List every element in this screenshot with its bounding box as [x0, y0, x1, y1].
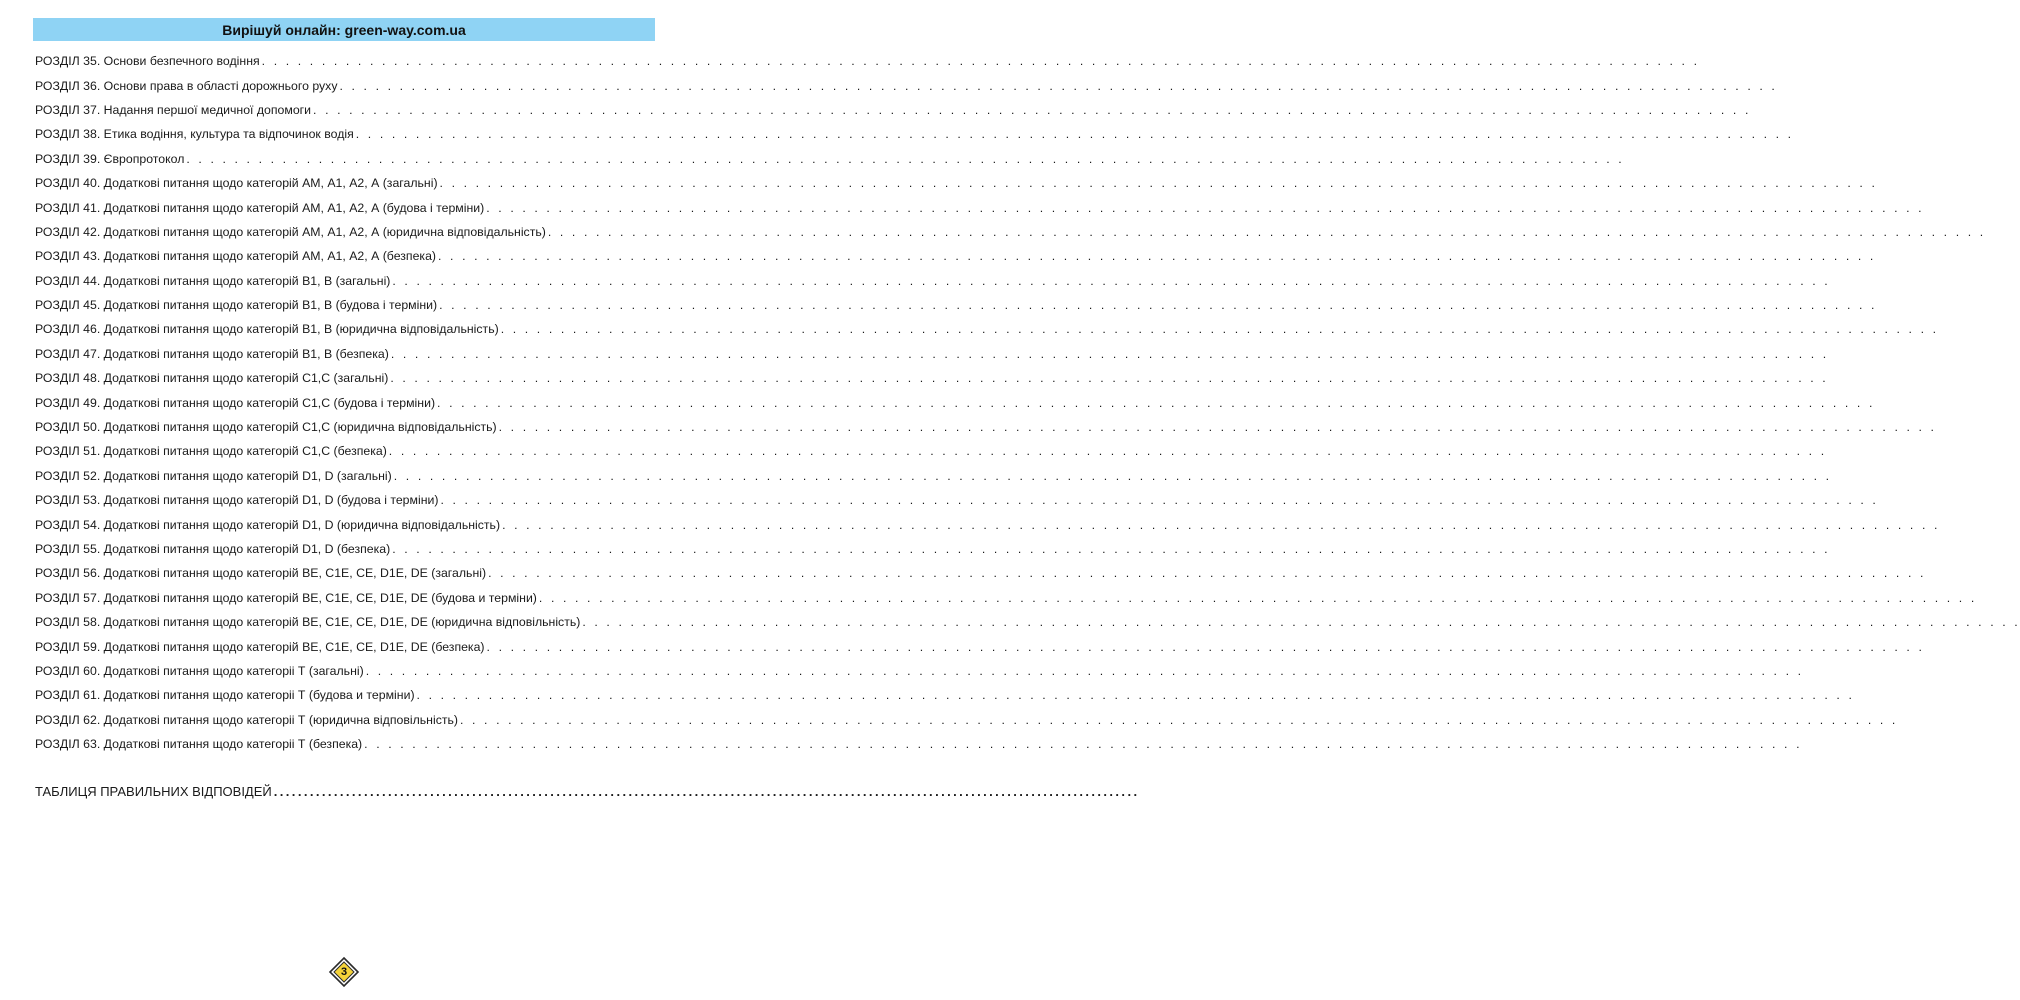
toc-entry-label: РОЗДІЛ 38. Етика водіння, культура та відпочинок водія	[35, 127, 354, 142]
toc-entry	[35, 342, 1829, 366]
page-number-badge	[329, 957, 359, 987]
banner-text: Вирішуй онлайн: green-way.com.ua	[222, 21, 466, 38]
toc-entry-label: РОЗДІЛ 56. Додаткові питання щодо категорій ВЕ, С1Е, СЕ, D1Е, DЕ (загальні)	[35, 566, 487, 581]
toc-dot-leader: . . . . . . . . . . . . . . . . . . . . . . . . . . . . . . . . . . . . . . . . . . . . . . . . . . . . . . . . . . . . . . . . . . . . . . . . . . . . . . . . . . . . . . . . . . . . . . . . . . . . . . . . . . . . . . . . . . . . . . . .	[392, 273, 1831, 288]
toc-entry	[35, 73, 1778, 97]
answers-dot-leader: ................................................................................................................................................	[273, 783, 1140, 799]
toc-entry	[35, 390, 1875, 414]
toc-dot-leader: . . . . . . . . . . . . . . . . . . . . . . . . . . . . . . . . . . . . . . . . . . . . . . . . . . . . . . . . . . . . . . . . . . . . . . . . . . . . . . . . . . . . . . . . . . . . . . . . . . . . . . . . . . . . . . . . . . . . . . . .	[437, 395, 1875, 410]
toc-dot-leader: . . . . . . . . . . . . . . . . . . . . . . . . . . . . . . . . . . . . . . . . . . . . . . . . . . . . . . . . . . . . . . . . . . . . . . . . . . . . . . . . . . . . . . . . . . . . . . . . . . . . . . . . . . . . . . . . . . . . . . . .	[388, 444, 1827, 459]
toc-dot-leader: . . . . . . . . . . . . . . . . . . . . . . . . . . . . . . . . . . . . . . . . . . . . . . . . . . . . . . . . . . . . . . . . . . . . . . . . . . . . . . . . . . . . . . . . . . . . . . . . . . . . . . . . . . . . . . . . . . . . . . . .	[500, 322, 1939, 337]
toc-entry	[35, 439, 1827, 463]
toc-entry-label: РОЗДІЛ 45. Додаткові питання щодо категорій В1, В (будова і терміни)	[35, 298, 438, 313]
toc-entry	[35, 415, 1937, 439]
toc-entry	[35, 49, 1700, 73]
table-of-contents	[35, 49, 2020, 756]
toc-entry-label: РОЗДІЛ 52. Додаткові питання щодо категорій D1, D (загальні)	[35, 468, 392, 483]
toc-entry	[35, 317, 1939, 341]
toc-dot-leader: . . . . . . . . . . . . . . . . . . . . . . . . . . . . . . . . . . . . . . . . . . . . . . . . . . . . . . . . . . . . . . . . . . . . . . . . . . . . . . . . . . . . . . . . . . . . . . . . . . . . . . . . . . . . . . . . . . . . . . . .	[393, 468, 1832, 483]
toc-entry	[35, 561, 1926, 585]
toc-dot-leader: . . . . . . . . . . . . . . . . . . . . . . . . . . . . . . . . . . . . . . . . . . . . . . . . . . . . . . . . . . . . . . . . . . . . . . . . . . . . . . . . . . . . . . . . . . . . . . . . . . . . . . . . . . . . . . . . . . . . . . . .	[502, 517, 1940, 532]
toc-entry-label: РОЗДІЛ 62. Додаткові питання щодо категоріі Т (юридична відповільність)	[35, 712, 458, 727]
toc-entry-label: РОЗДІЛ 39. Європротокол	[35, 151, 185, 166]
toc-dot-leader: . . . . . . . . . . . . . . . . . . . . . . . . . . . . . . . . . . . . . . . . . . . . . . . . . . . . . . . . . . . . . . . . . . . . . . . . . . . . . . . . . . . . . . . . . . . . . . . . . . . . . . . . . . . . . . . . . . . . . . . .	[440, 493, 1879, 508]
toc-entry-label: РОЗДІЛ 50. Додаткові питання щодо категорій С1,С (юридична відповідальність)	[35, 420, 497, 435]
toc-dot-leader: . . . . . . . . . . . . . . . . . . . . . . . . . . . . . . . . . . . . . . . . . . . . . . . . . . . . . . . . . . . . . . . . . . . . . . . . . . . . . . . . . . . . . . . . . . . . . . . . . . . . . . . . . . . . . . . . . . . . . . . .	[486, 639, 1925, 654]
toc-entry-label: РОЗДІЛ 40. Додаткові питання щодо категорій АМ, А1, А2, А (загальні)	[35, 176, 438, 191]
toc-entry	[35, 147, 1625, 171]
toc-entry-label: РОЗДІЛ 47. Додаткові питання щодо категорій В1, В (безпека)	[35, 346, 389, 361]
toc-entry	[35, 708, 1898, 732]
toc-entry-label: РОЗДІЛ 51. Додаткові питання щодо категорій С1,С (безпека)	[35, 444, 387, 459]
toc-entry	[35, 269, 1831, 293]
toc-entry-label: РОЗДІЛ 36. Основи права в області дорожнього руху	[35, 78, 338, 93]
toc-entry-label: РОЗДІЛ 55. Додаткові питання щодо категорій D1, D (безпека)	[35, 542, 391, 556]
toc-dot-leader: . . . . . . . . . . . . . . . . . . . . . . . . . . . . . . . . . . . . . . . . . . . . . . . . . . . . . . . . . . . . . . . . . . . . . . . . . . . . . . . . . . . . . . . . . . . . . . . . . . . . . . . . . . . . . . . . . . . . . . . .	[498, 420, 1937, 435]
toc-entry	[35, 512, 1940, 536]
answers-table-label: ТАБЛИЦЯ ПРАВИЛЬНИХ ВІДПОВІДЕЙ	[35, 783, 272, 799]
toc-entry-label: РОЗДІЛ 35. Основи безпечного водіння	[35, 54, 260, 69]
toc-dot-leader: . . . . . . . . . . . . . . . . . . . . . . . . . . . . . . . . . . . . . . . . . . . . . . . . . . . . . . . . . . . . . . . . . . . . . . . . . . . . . . . . . . . . . . . . . . . . . . . . . . . . . . . . . . . . . . . . . . . . . . . .	[392, 542, 1831, 556]
page-number: 3	[340, 966, 348, 978]
toc-entry-label: РОЗДІЛ 41. Додаткові питання щодо категорій АМ, А1, А2, А (будова і терміни)	[35, 200, 485, 215]
toc-dot-leader: . . . . . . . . . . . . . . . . . . . . . . . . . . . . . . . . . . . . . . . . . . . . . . . . . . . . . . . . . . . . . . . . . . . . . . . . . . . . . . . . . . . . . . . . . . . . . . . . . . . . . . . . . . . . . . . . . . . . . . . .	[355, 127, 1794, 142]
toc-entry-label: РОЗДІЛ 63. Додаткові питання щодо категоріі Т (безпека)	[35, 737, 363, 752]
toc-dot-leader: . . . . . . . . . . . . . . . . . . . . . . . . . . . . . . . . . . . . . . . . . . . . . . . . . . . . . . . . . . . . . . . . . . . . . . . . . . . . . . . . . . . . . . . . . . . . . . . . . . . . . . . . . . . . . . . . . . . . . . . .	[339, 78, 1778, 93]
toc-entry-label: РОЗДІЛ 59. Додаткові питання щодо категорій ВЕ, С1Е, СЕ, D1Е, DЕ (безпека)	[35, 639, 485, 654]
toc-dot-leader: . . . . . . . . . . . . . . . . . . . . . . . . . . . . . . . . . . . . . . . . . . . . . . . . . . . . . . . . . . . . . . . . . . . . . . . . . . . . . . . . . . . . . . . . . . . . . . . . . . . . . . . . . . . . . . . . . . . . . . . .	[488, 566, 1926, 581]
toc-entry	[35, 586, 1977, 610]
toc-entry	[35, 293, 1878, 317]
toc-dot-leader: . . . . . . . . . . . . . . . . . . . . . . . . . . . . . . . . . . . . . . . . . . . . . . . . . . . . . . . . . . . . . . . . . . . . . . . . . . . . . . . . . . . . . . . . . . . . . . . . . . . . . . . . . . . . . . . . . . . . . . . .	[439, 176, 1878, 191]
toc-entry	[35, 122, 1794, 146]
toc-entry	[35, 366, 1829, 390]
toc-dot-leader: . . . . . . . . . . . . . . . . . . . . . . . . . . . . . . . . . . . . . . . . . . . . . . . . . . . . . . . . . . . . . . . . . . . . . . . . . . . . . . . . . . . . . . . . . . . . . . . . . . . . . . . . . . . . . . . . . . . . . . . .	[261, 54, 1700, 69]
toc-entry-label: РОЗДІЛ 61. Додаткові питання щодо категоріі Т (будова и терміни)	[35, 688, 415, 703]
toc-dot-leader: . . . . . . . . . . . . . . . . . . . . . . . . . . . . . . . . . . . . . . . . . . . . . . . . . . . . . . . . . . . . . . . . . . . . . . . . . . . . . . . . . . . . . . . . . . . . . . . . . . . . . . . . . . . . . . . . . . . . . . . .	[486, 200, 1925, 215]
toc-entry	[35, 171, 1878, 195]
toc-entry-label: РОЗДІЛ 49. Додаткові питання щодо категорій С1,С (будова і терміни)	[35, 395, 436, 410]
toc-dot-leader: . . . . . . . . . . . . . . . . . . . . . . . . . . . . . . . . . . . . . . . . . . . . . . . . . . . . . . . . . . . . . . . . . . . . . . . . . . . . . . . . . . . . . . . . . . . . . . . . . . . . . . . . . . . . . . . . . . . . . . . .	[538, 590, 1977, 605]
toc-dot-leader: . . . . . . . . . . . . . . . . . . . . . . . . . . . . . . . . . . . . . . . . . . . . . . . . . . . . . . . . . . . . . . . . . . . . . . . . . . . . . . . . . . . . . . . . . . . . . . . . . . . . . . . . . . . . . . . . . . . . . . . .	[364, 737, 1803, 752]
toc-entry-label: РОЗДІЛ 54. Додаткові питання щодо категорій D1, D (юридична відповідальність)	[35, 517, 501, 532]
toc-entry-label: РОЗДІЛ 43. Додаткові питання щодо категорій АМ, А1, А2, А (безпека)	[35, 249, 437, 264]
toc-entry	[35, 634, 1925, 658]
toc-dot-leader: . . . . . . . . . . . . . . . . . . . . . . . . . . . . . . . . . . . . . . . . . . . . . . . . . . . . . . . . . . . . . . . . . . . . . . . . . . . . . . . . . . . . . . . . . . . . . . . . . . . . . . . . . . . . . . . . . . . . . . . .	[459, 712, 1898, 727]
answers-table-entry	[35, 779, 1140, 803]
toc-entry-label: РОЗДІЛ 60. Додаткові питання щодо категоріі Т (загальні)	[35, 663, 364, 678]
toc-dot-leader: . . . . . . . . . . . . . . . . . . . . . . . . . . . . . . . . . . . . . . . . . . . . . . . . . . . . . . . . . . . . . . . . . . . . . . . . . . . . . . . . . . . . . . . . . . . . . . . . . . . . . . . . . . . . . . . . . . . . . . . .	[390, 346, 1829, 361]
site-banner	[33, 18, 655, 41]
toc-entry	[35, 537, 1831, 561]
toc-entry-label: РОЗДІЛ 57. Додаткові питання щодо категорій ВЕ, С1Е, СЕ, D1Е, DЕ (будова и терміни)	[35, 590, 537, 605]
toc-entry-label: РОЗДІЛ 53. Додаткові питання щодо категорій D1, D (будова і терміни)	[35, 493, 439, 508]
toc-entry	[35, 98, 1751, 122]
toc-entry-label: РОЗДІЛ 58. Додаткові питання щодо категорій ВЕ, С1Е, СЕ, D1Е, DЕ (юридична відповільність)	[35, 615, 581, 630]
toc-entry-label: РОЗДІЛ 44. Додаткові питання щодо категорій В1, В (загальні)	[35, 273, 391, 288]
toc-dot-leader: . . . . . . . . . . . . . . . . . . . . . . . . . . . . . . . . . . . . . . . . . . . . . . . . . . . . . . . . . . . . . . . . . . . . . . . . . . . . . . . . . . . . . . . . . . . . . . . . . . . . . . . . . . . . . . . . . . . . . . . .	[390, 371, 1829, 386]
toc-entry	[35, 683, 1855, 707]
toc-dot-leader: . . . . . . . . . . . . . . . . . . . . . . . . . . . . . . . . . . . . . . . . . . . . . . . . . . . . . . . . . . . . . . . . . . . . . . . . . . . . . . . . . . . . . . . . . . . . . . . . . . . . . . . . . . . . . . . . . . . . . . . .	[547, 224, 1986, 239]
toc-dot-leader: . . . . . . . . . . . . . . . . . . . . . . . . . . . . . . . . . . . . . . . . . . . . . . . . . . . . . . . . . . . . . . . . . . . . . . . . . . . . . . . . . . . . . . . . . . . . . . . . . . . . . . . . . . . . . . . . . . . . . . . .	[365, 663, 1804, 678]
toc-dot-leader: . . . . . . . . . . . . . . . . . . . . . . . . . . . . . . . . . . . . . . . . . . . . . . . . . . . . . . . . . . . . . . . . . . . . . . . . . . . . . . . . . . . . . . . . . . . . . . . . . . . . . . . . . . . . . . . . . . . . . . . .	[416, 688, 1855, 703]
toc-entry	[35, 488, 1879, 512]
toc-entry	[35, 244, 1876, 268]
toc-entry-label: РОЗДІЛ 46. Додаткові питання щодо категорій В1, В (юридична відповідальність)	[35, 322, 499, 337]
toc-entry	[35, 220, 1986, 244]
toc-dot-leader: . . . . . . . . . . . . . . . . . . . . . . . . . . . . . . . . . . . . . . . . . . . . . . . . . . . . . . . . . . . . . . . . . . . . . . . . . . . . . . . . . . . . . . . . . . . . . . . . . . . . . . . . . . . . . . . . . . . . . . . .	[186, 151, 1625, 166]
toc-entry	[35, 464, 1832, 488]
toc-dot-leader: . . . . . . . . . . . . . . . . . . . . . . . . . . . . . . . . . . . . . . . . . . . . . . . . . . . . . . . . . . . . . . . . . . . . . . . . . . . . . . . . . . . . . . . . . . . . . . . . . . . . . . . . . . . . . . . . . . . . . . . .	[438, 249, 1876, 264]
toc-entry	[35, 195, 1925, 219]
toc-entry-label: РОЗДІЛ 48. Додаткові питання щодо категорій С1,С (загальні)	[35, 371, 389, 386]
toc-dot-leader: . . . . . . . . . . . . . . . . . . . . . . . . . . . . . . . . . . . . . . . . . . . . . . . . . . . . . . . . . . . . . . . . . . . . . . . . . . . . . . . . . . . . . . . . . . . . . . . . . . . . . . . . . . . . . . . . . . . . . . . .	[582, 615, 2020, 630]
toc-entry	[35, 659, 1804, 683]
toc-dot-leader: . . . . . . . . . . . . . . . . . . . . . . . . . . . . . . . . . . . . . . . . . . . . . . . . . . . . . . . . . . . . . . . . . . . . . . . . . . . . . . . . . . . . . . . . . . . . . . . . . . . . . . . . . . . . . . . . . . . . . . . .	[439, 298, 1878, 313]
toc-dot-leader: . . . . . . . . . . . . . . . . . . . . . . . . . . . . . . . . . . . . . . . . . . . . . . . . . . . . . . . . . . . . . . . . . . . . . . . . . . . . . . . . . . . . . . . . . . . . . . . . . . . . . . . . . . . . . . . . . . . . . . . .	[313, 102, 1751, 117]
toc-entry-label: РОЗДІЛ 42. Додаткові питання щодо категорій АМ, А1, А2, А (юридична відповідальність)	[35, 224, 546, 239]
toc-entry-label: РОЗДІЛ 37. Надання першої медичної допомоги	[35, 102, 312, 117]
toc-entry	[35, 610, 2020, 634]
toc-entry	[35, 732, 1803, 756]
